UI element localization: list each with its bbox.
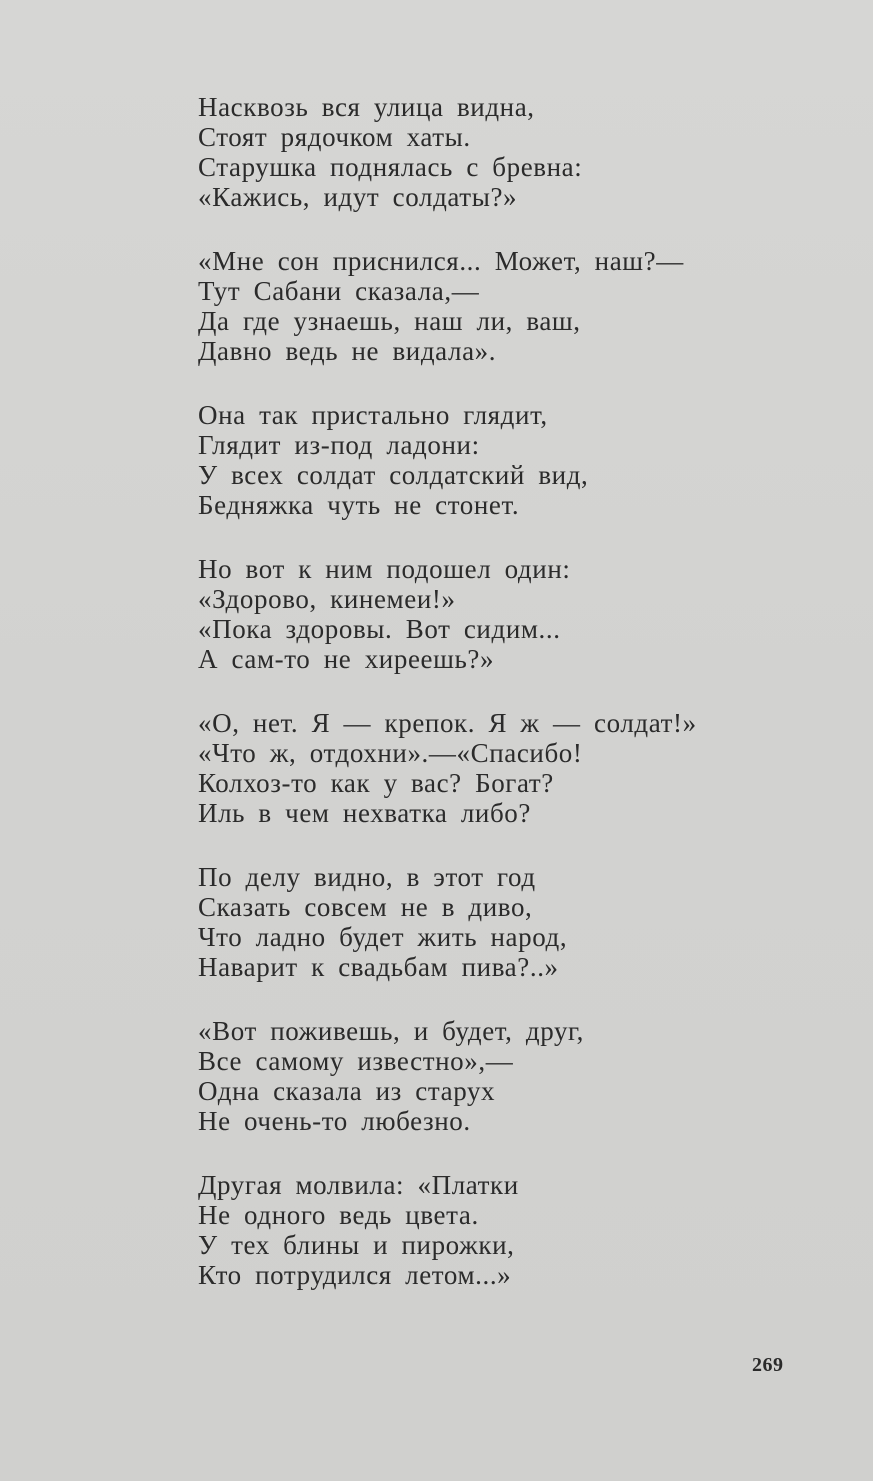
poem [198,92,758,1324]
poem-line: Другая молвила: «Платки [198,1170,519,1200]
poem-line: Глядит из-под ладони: [198,430,480,460]
poem-line: Наварит к свадьбам пива?..» [198,952,559,982]
poem-line: Не очень-то любезно. [198,1106,471,1136]
poem-line: «Пока здоровы. Вот сидим... [198,614,561,644]
stanza-5 [198,708,758,828]
poem-line: «О, нет. Я — крепок. Я ж — солдат!» [198,708,697,738]
stanza-4 [198,554,758,674]
poem-line: «Кажись, идут солдаты?» [198,182,518,212]
poem-line: Давно ведь не видала». [198,336,497,366]
stanza-1 [198,92,758,212]
poem-line: Стоят рядочком хаты. [198,122,471,152]
poem-line: Сказать совсем не в диво, [198,892,533,922]
stanza-8 [198,1170,758,1290]
poem-line: Не одного ведь цвета. [198,1200,479,1230]
poem-line: Кто потрудился летом...» [198,1260,512,1290]
poem-line: Бедняжка чуть не стонет. [198,490,520,520]
poem-line: «Здорово, кинемеи!» [198,584,456,614]
poem-line: Старушка поднялась с бревна: [198,152,583,182]
poem-line: Иль в чем нехватка либо? [198,798,531,828]
poem-line: У тех блины и пирожки, [198,1230,515,1260]
page-number: 269 [752,1354,784,1376]
poem-line: У всех солдат солдатский вид, [198,460,589,490]
poem-line: Что ладно будет жить народ, [198,922,568,952]
poem-line: «Что ж, отдохни».—«Спасибо! [198,738,583,768]
stanza-3 [198,400,758,520]
poem-line: Все самому известно»,— [198,1046,514,1076]
stanza-6 [198,862,758,982]
poem-line: Колхоз-то как у вас? Богат? [198,768,554,798]
poem-line: Но вот к ним подошел один: [198,554,571,584]
stanza-2 [198,246,758,366]
poem-line: По делу видно, в этот год [198,862,536,892]
poem-line: «Вот поживешь, и будет, друг, [198,1016,585,1046]
poem-line: Тут Сабани сказала,— [198,276,480,306]
poem-line: «Мне сон приснился... Может, наш?— [198,246,684,276]
stanza-7 [198,1016,758,1136]
poem-line: Насквозь вся улица видна, [198,92,535,122]
poem-line: Она так пристально глядит, [198,400,548,430]
poem-line: Одна сказала из старух [198,1076,496,1106]
poem-line: Да где узнаешь, наш ли, ваш, [198,306,581,336]
poem-line: А сам-то не хиреешь?» [198,644,495,674]
